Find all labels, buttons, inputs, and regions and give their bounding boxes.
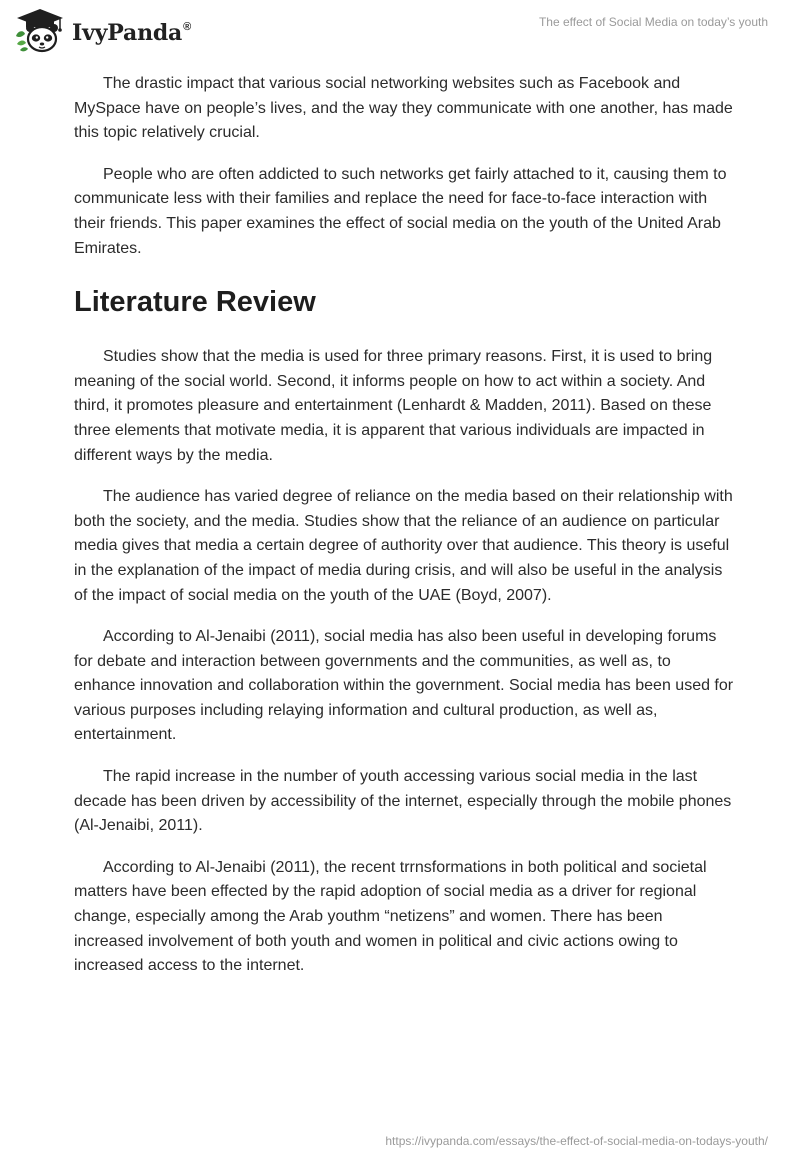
- brand-name: [72, 20, 191, 46]
- literature-paragraph-3: According to Al-Jenaibi (2011), social media has also been useful in developing forums for debate and interaction between governments and the communities, as well as, to enhance innovation and collaboration within the government. Social media has been used for various purposes including relaying information and cultural production, as well as, entertainment.: [74, 628, 734, 744]
- registered-mark: ®: [183, 21, 192, 33]
- literature-paragraph-4: The rapid increase in the number of youth accessing various social media in the last decade has been driven by accessibility of the internet, especially through the mobile phones (Al-Jenaibi, 2011).: [74, 768, 732, 835]
- intro-paragraph-2: People who are often addicted to such networks get fairly attached to it, causing them to communicate less with their families and replace the need for face-to-face interaction with their friends. This paper examines the effect of social media on the youth of the United Arab Emirates.: [74, 165, 727, 257]
- literature-paragraph-5: According to Al-Jenaibi (2011), the recent trrnsformations in both political and societal matters have been effected by the rapid adoption of social media as a driver for regional change, especially among the Arab youthm “netizens” and women. There has been increased involvement of both youth and women in political and civic actions owing to increased access to the internet.: [74, 858, 707, 975]
- brand-name-text: IvyPanda: [72, 20, 183, 46]
- ivypanda-logo[interactable]: [14, 8, 191, 54]
- section-heading: Literature Review: [74, 286, 316, 319]
- panda-graduate-logo-icon: [14, 8, 66, 54]
- page-header: [0, 0, 800, 60]
- literature-paragraph-1: Studies show that the media is used for three primary reasons. First, it is used to bring meaning of the social world. Second, it informs people on how to act within a society. And third, it promotes pleasure and entertainment (Lenhardt & Madden, 2011). Based on these three elements that motivate media, it is apparent that various individuals are impacted in different ways by the media.: [74, 348, 713, 464]
- literature-paragraph-2: The audience has varied degree of reliance on the media based on their relationship with both the society, and the media. Studies show that the reliance of an audience on particular media gives that media a certain degree of authority over that audience. This theory is useful in the explanation of the impact of media during crisis, and will also be useful in the analysis of the impact of social media on the youth of the UAE (Boyd, 2007).: [74, 488, 733, 604]
- source-url[interactable]: https://ivypanda.com/essays/the-effect-of-social-media-on-todays-youth/: [385, 1134, 768, 1148]
- essay-content: [74, 72, 734, 996]
- document-title: The effect of Social Media on today’s youth: [538, 15, 768, 29]
- intro-paragraph-1: The drastic impact that various social networking websites such as Facebook and MySpace have on people’s lives, and the way they communicate with one another, has made this topic relatively crucial.: [74, 75, 733, 142]
